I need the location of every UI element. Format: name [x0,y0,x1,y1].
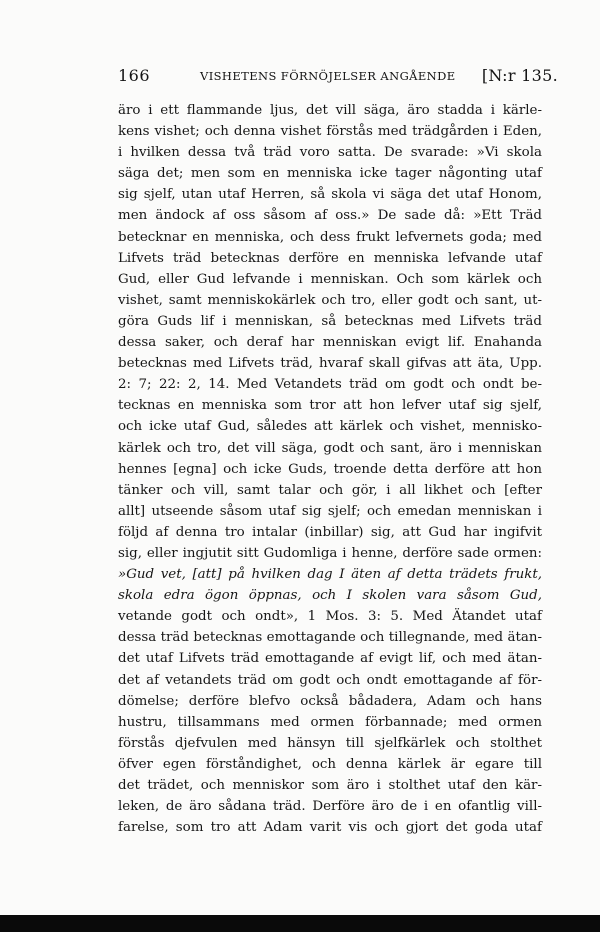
text-line: sig sjelf, utan utaf Herren, så skola vi säga det utaf Honom, [118,187,542,203]
text-line: vishet, samt menniskokärlek och tro, eller godt och sant, ut- [118,292,542,308]
quotation-line: »Gud vet, [att] på hvilken dag I äten af detta trädets frukt, [118,567,542,583]
page-header [118,66,558,90]
text-line: Lifvets träd betecknas derföre en menniska lefvande utaf [118,250,542,266]
text-line: det af vetandets träd om godt och ondt emottagande af för- [118,672,542,688]
text-line: dessa träd betecknas emottagande och tillegnande, med ätan- [118,630,542,646]
text-line: Gud, eller Gud lefvande i menniskan. Och som kärlek och [118,271,542,287]
text-line: följd af denna tro intalar (inbillar) sig, att Gud har ingifvit [118,524,542,540]
text-line: allt] utseende såsom utaf sig sjelf; och emedan menniskan i [118,503,542,519]
quotation-line: skola edra ögon öppnas, och I skolen vara såsom Gud, [118,588,542,604]
text-line: och icke utaf Gud, således att kärlek och vishet, mennisko- [118,419,542,435]
text-line: sig, eller ingjutit sitt Gudomliga i henne, derföre sade ormen: [118,545,542,561]
scan-edge [0,915,600,932]
text-line: förstås djefvulen med hänsyn till sjelfkärlek och stolthet [118,735,542,751]
text-line: hustru, tillsammans med ormen förbannade; med ormen [118,714,542,730]
text-line: dömelse; derföre blefvo också bådadera, Adam och hans [118,693,542,709]
text-line: betecknas med Lifvets träd, hvaraf skall gifvas att äta, Upp. [118,356,542,372]
text-line: hennes [egna] och icke Guds, troende detta derföre att hon [118,461,542,477]
page-number: 166 [118,66,151,85]
running-title: VISHETENS FÖRNÖJELSER ANGÅENDE [200,69,456,83]
text-line: farelse, som tro att Adam varit vis och gjort det goda utaf [118,820,542,836]
text-line: det trädet, och menniskor som äro i stolthet utaf den kär- [118,778,542,793]
text-line: tänker och vill, samt talar och gör, i all likhet och [efter [118,482,542,498]
text-line: göra Guds lif i menniskan, så betecknas med Lifvets träd [118,313,542,329]
text-line: kens vishet; och denna vishet förstås med trädgården i Eden, [118,124,542,140]
text-line: men ändock af oss såsom af oss.» De sade då: »Ett Träd [118,208,542,224]
text-line: leken, de äro sådana träd. Derföre äro de i en ofantlig vill- [118,799,542,815]
text-line: det utaf Lifvets träd emottagande af evigt lif, och med ätan- [118,651,542,667]
body-text [118,100,542,838]
text-line: säga det; men som en menniska icke tager någonting utaf [118,166,542,182]
text-line: tecknas en menniska som tror att hon lefver utaf sig sjelf, [118,398,542,414]
text-line: vetande godt och ondt», 1 Mos. 3: 5. Med Ätandet utaf [118,609,542,625]
text-line: betecknar en menniska, och dess frukt lefvernets goda; med [118,229,542,245]
text-line: äro i ett flammande ljus, det vill säga, äro stadda i kärle- [118,103,542,118]
text-line: öfver egen förståndighet, och denna kärlek är egare till [118,756,542,772]
text-line: 2: 7; 22: 2, 14. Med Vetandets träd om godt och ondt be- [118,377,542,393]
section-reference: [N:r 135. [481,66,558,85]
text-line: dessa saker, och deraf har menniskan evigt lif. Enahanda [118,335,542,351]
text-line: i hvilken dessa två träd voro satta. De svarade: »Vi skola [118,145,542,161]
text-line: kärlek och tro, det vill säga, godt och sant, äro i menniskan [118,440,542,456]
